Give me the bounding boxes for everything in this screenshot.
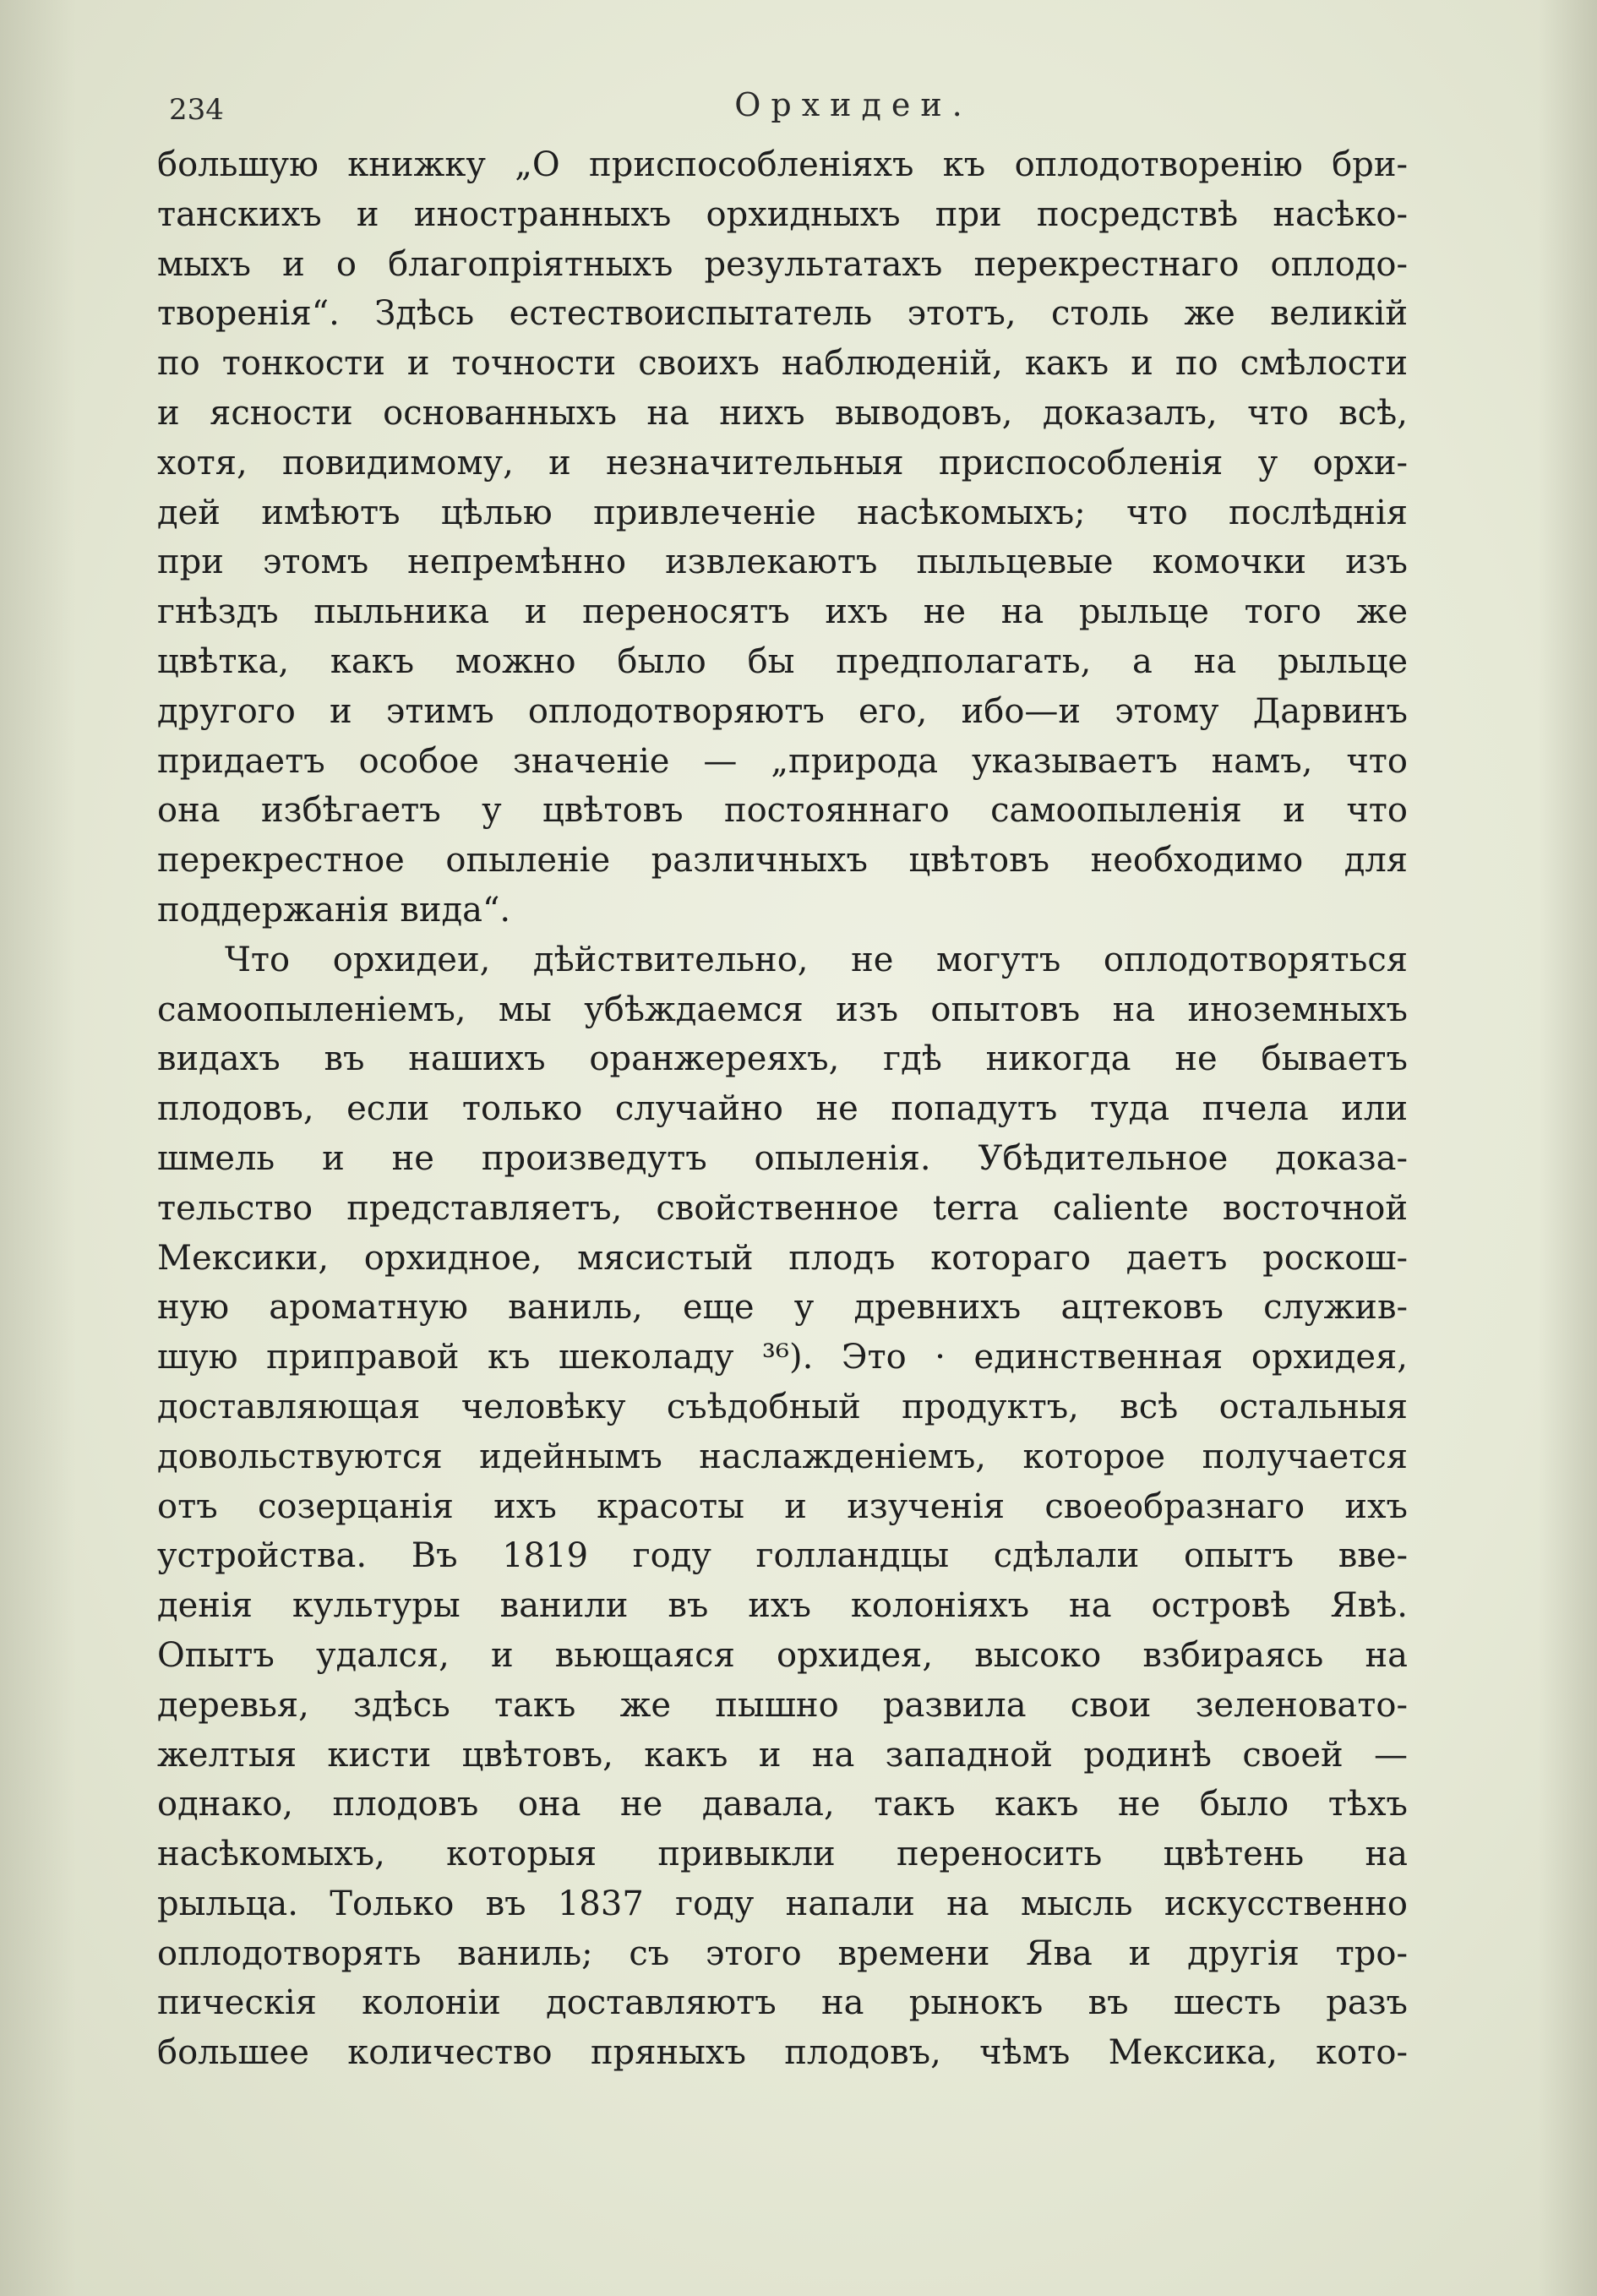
text-line: видахъ въ нашихъ оранжереяхъ, гдѣ никогда не бываетъ bbox=[157, 1039, 1408, 1079]
text-line: творенія“. Здѣсь естествоиспытатель этотъ, столь же великій bbox=[157, 294, 1408, 334]
text-line: шмель и не произведутъ опыленія. Убѣдительное доказа- bbox=[157, 1138, 1408, 1178]
page-shadow-right bbox=[1538, 0, 1597, 2296]
text-line: отъ созерцанія ихъ красоты и изученія своеобразнаго ихъ bbox=[157, 1486, 1408, 1526]
text-line: самоопыленіемъ, мы убѣждаемся изъ опытовъ на иноземныхъ bbox=[157, 990, 1408, 1029]
text-line: плодовъ, если только случайно не попадутъ туда пчела или bbox=[157, 1089, 1408, 1129]
text-line: другого и этимъ оплодотворяютъ его, ибо—и этому Дарвинъ bbox=[157, 691, 1408, 731]
text-line: деревья, здѣсь такъ же пышно развила свои зеленовато- bbox=[157, 1685, 1408, 1725]
text-line: денія культуры ванили въ ихъ колоніяхъ на островѣ Явѣ. bbox=[157, 1586, 1408, 1626]
text-line: при этомъ непремѣнно извлекаютъ пыльцевые комочки изъ bbox=[157, 543, 1408, 582]
text-line: Мексики, орхидное, мясистый плодъ котораго даетъ роскош- bbox=[157, 1238, 1408, 1278]
text-line: тельство представляетъ, свойственное terra caliente восточной bbox=[157, 1188, 1408, 1228]
text-line: гнѣздъ пыльника и переносятъ ихъ не на рыльце того же bbox=[157, 592, 1408, 632]
text-line: и ясности основанныхъ на нихъ выводовъ, доказалъ, что всѣ, bbox=[157, 393, 1408, 433]
text-line: доставляющая человѣку съѣдобный продуктъ, всѣ остальныя bbox=[157, 1387, 1408, 1426]
paragraph-2 bbox=[157, 935, 1408, 2078]
text-line: рыльца. Только въ 1837 году напали на мысль искусственно bbox=[157, 1884, 1408, 1923]
text-line: дей имѣютъ цѣлью привлеченіе насѣкомыхъ; что послѣднія bbox=[157, 493, 1408, 532]
text-line: желтыя кисти цвѣтовъ, какъ и на западной родинѣ своей — bbox=[157, 1735, 1408, 1775]
text-line: Что орхидеи, дѣйствительно, не могутъ оплодотворяться bbox=[225, 940, 1408, 979]
text-line: поддержанія вида“. bbox=[157, 890, 511, 930]
text-line: шую приправой къ шеколаду ³⁶). Это · единственная орхидея, bbox=[157, 1338, 1408, 1377]
body-text bbox=[157, 140, 1408, 2078]
text-line: мыхъ и о благопріятныхъ результатахъ перекрестнаго оплодо- bbox=[157, 244, 1408, 284]
page-shadow-left bbox=[0, 0, 76, 2296]
text-line: насѣкомыхъ, которыя привыкли переносить цвѣтень на bbox=[157, 1835, 1408, 1874]
text-line: танскихъ и иностранныхъ орхидныхъ при посредствѣ насѣко- bbox=[157, 194, 1408, 234]
text-line: устройства. Въ 1819 году голландцы сдѣлали опытъ вве- bbox=[157, 1536, 1408, 1576]
paragraph-1 bbox=[157, 140, 1408, 935]
running-title: Орхидеи. bbox=[734, 86, 973, 123]
text-line: цвѣтка, какъ можно было бы предполагать, а на рыльце bbox=[157, 641, 1408, 681]
text-line: большее количество пряныхъ плодовъ, чѣмъ Мексика, кото- bbox=[157, 2033, 1408, 2073]
text-line: ную ароматную ваниль, еще у древнихъ ацтековъ служив- bbox=[157, 1288, 1408, 1328]
page-header bbox=[169, 86, 1411, 137]
text-line: однако, плодовъ она не давала, такъ какъ не было тѣхъ bbox=[157, 1785, 1408, 1824]
text-line: перекрестное опыленіе различныхъ цвѣтовъ необходимо для bbox=[157, 841, 1408, 881]
text-line: большую книжку „О приспособленіяхъ къ оплодотворенію бри- bbox=[157, 145, 1408, 184]
text-line: хотя, повидимому, и незначительныя приспособленія у орхи- bbox=[157, 443, 1408, 483]
text-line: по тонкости и точности своихъ наблюденій, какъ и по смѣлости bbox=[157, 344, 1408, 384]
text-line: пическія колоніи доставляютъ на рынокъ въ шесть разъ bbox=[157, 1983, 1408, 2023]
text-line: оплодотворять ваниль; съ этого времени Ява и другія тро- bbox=[157, 1933, 1408, 1973]
text-line: она избѣгаетъ у цвѣтовъ постояннаго самоопыленія и что bbox=[157, 791, 1408, 831]
page-number: 234 bbox=[169, 93, 224, 127]
text-line: довольствуются идейнымъ наслажденіемъ, которое получается bbox=[157, 1437, 1408, 1476]
text-line: придаетъ особое значеніе — „природа указываетъ намъ, что bbox=[157, 741, 1408, 781]
text-line: Опытъ удался, и вьющаяся орхидея, высоко взбираясь на bbox=[157, 1635, 1408, 1675]
